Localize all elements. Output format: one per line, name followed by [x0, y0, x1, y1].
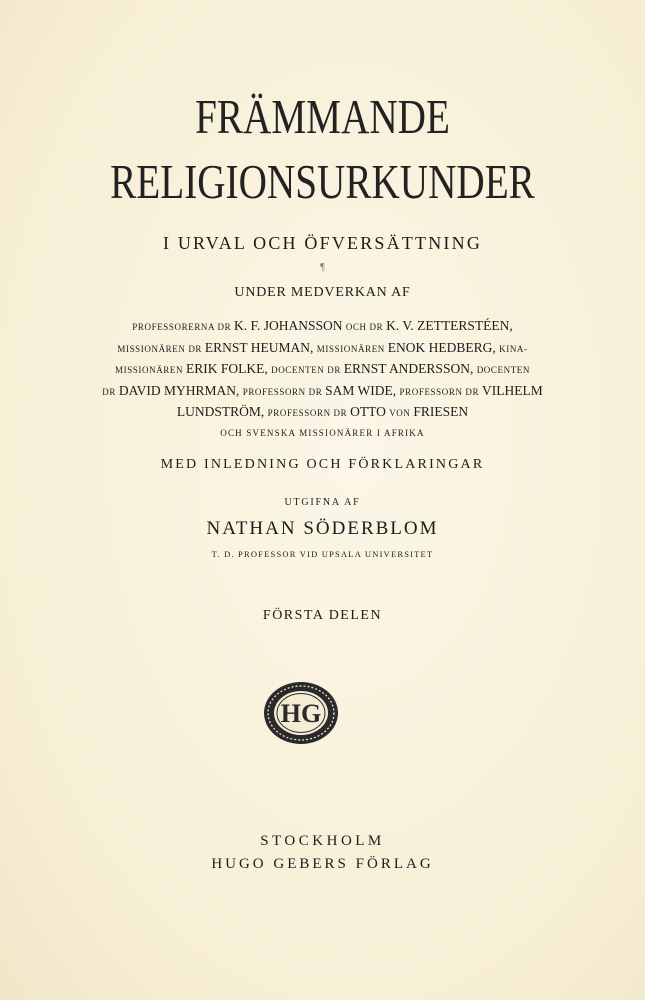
introduction-note: MED INLEDNING OCH FÖRKLARINGAR [160, 457, 485, 472]
credits-line-2 [0, 338, 645, 360]
credit-name-text: FRIESEN [413, 404, 469, 419]
ornament-mark: ¶ [320, 262, 325, 273]
contributors-list [0, 316, 645, 443]
edited-by-label: UTGIFNA AF [284, 497, 361, 508]
credit-name-text: SAM WIDE, [325, 382, 400, 398]
credit-name-text: VILHELM [481, 382, 543, 398]
credits-line-4 [0, 381, 645, 403]
emblem-letters: HG [280, 699, 322, 728]
contributors-heading: UNDER MEDVERKAN AF [234, 285, 411, 300]
credit-role-text: PROFESSORN DR [267, 408, 351, 418]
credit-role-text: OCH DR [345, 322, 387, 332]
publisher-name: HUGO GEBERS FÖRLAG [211, 856, 434, 872]
credit-role-text: DOCENTEN DR [271, 365, 344, 375]
credit-role-text: PROFESSORERNA DR [132, 322, 235, 332]
title-line-1: FRÄMMANDE [195, 89, 450, 144]
credit-name-text: K. F. JOHANSSON [234, 318, 346, 333]
credits-line-5 [0, 402, 645, 424]
credit-name-text: OTTO [350, 404, 390, 419]
publication-city: STOCKHOLM [260, 833, 385, 849]
editor-name: NATHAN SÖDERBLOM [206, 518, 439, 539]
editor-title: T. D. PROFESSOR VID UPSALA UNIVERSITET [211, 549, 434, 559]
credit-name-text: ERNST ANDERSSON, [343, 361, 477, 376]
credit-role-text: DR [102, 386, 119, 397]
credit-role-text: DOCENTEN [476, 365, 530, 375]
credit-name-text: DAVID MYHRMAN, [118, 382, 243, 398]
credits-line-3 [0, 359, 645, 381]
volume-label: FÖRSTA DELEN [262, 608, 383, 623]
credits-line-1 [0, 316, 645, 338]
publisher-monogram-icon [262, 680, 340, 746]
credit-role-text: PROFESSORN DR [242, 386, 326, 397]
credit-name-text: K. V. ZETTERSTÉEN, [386, 318, 513, 333]
title-line-2: RELIGIONSURKUNDER [110, 154, 535, 209]
credit-role-text: MISSIONÄREN [316, 343, 388, 354]
credit-name-text: ERNST HEUMAN, [204, 339, 317, 355]
credit-role-text: KINA- [499, 343, 528, 354]
credits-line-6: OCH SVENSKA MISSIONÄRER I AFRIKA [220, 427, 425, 438]
credit-name-text: ENOK HEDBERG, [387, 339, 500, 355]
credit-name-text: ERIK FOLKE, [185, 361, 272, 376]
credit-role-text: MISSIONÄREN DR [117, 343, 205, 354]
credit-role-text: VON [389, 408, 414, 418]
credit-role-text: PROFESSORN DR [399, 386, 482, 397]
subtitle: I URVAL OCH ÖFVERSÄTTNING [162, 233, 483, 253]
credit-name-text: LUNDSTRÖM, [176, 404, 268, 419]
credit-role-text: MISSIONÄREN [115, 365, 186, 375]
